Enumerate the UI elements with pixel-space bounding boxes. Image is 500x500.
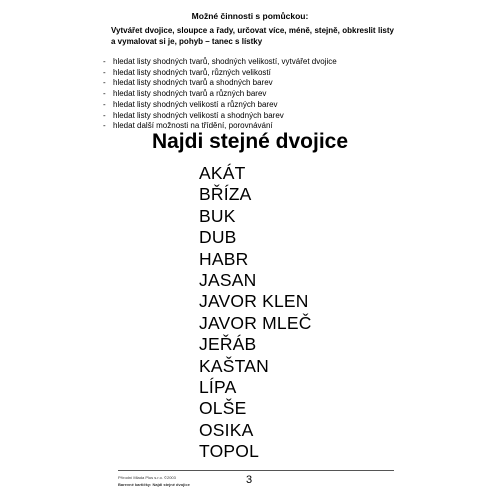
footer-publisher: Přírodní Mlada Plus s.r.o. ©2003 [118,475,176,480]
page-title: Najdi stejné dvojice [151,130,349,153]
tree-name: OSIKA [199,419,254,440]
tree-name: JAVOR MLEČ [199,312,312,333]
page-number: 3 [245,474,253,486]
tree-name: JAVOR KLEN [199,291,309,312]
tree-name: JEŘÁB [199,334,257,355]
tree-name: BUK [199,205,236,226]
tree-name-list [199,163,312,463]
footer-sheet-title: Barevné kartičky: Najdi stejné dvojice [118,482,190,487]
activity-item: - hledat listy shodných tvarů a různých barev [103,89,337,100]
activity-item: - hledat listy shodných tvarů, různých velikostí [103,68,337,79]
activity-item: - hledat listy shodných tvarů, shodných velikostí, vytvářet dvojice [103,57,337,68]
tree-name: JASAN [199,270,257,291]
activity-item: - hledat další možnosti na třídění, porovnávání [103,121,337,132]
tree-name: DUB [199,227,237,248]
tree-name: AKÁT [199,163,246,183]
activity-item: - hledat listy shodných velikostí a různých barev [103,100,337,111]
tree-name: BŘÍZA [199,184,252,205]
activity-item: - hledat listy shodných velikostí a shodných barev [103,111,337,122]
tree-name: OLŠE [199,398,247,419]
activity-item: - hledat listy shodných tvarů a shodných barev [103,78,337,89]
activities-heading: Možné činnosti s pomůckou: [191,11,309,21]
tree-name: TOPOL [199,441,260,462]
activities-intro: Vytvářet dvojice, sloupce a řady, určovat více, méně, stejně, obkreslit listy a vymalovat si je, pohyb – tanec s lístky [111,26,394,46]
tree-name: HABR [199,248,249,269]
footer-rule [118,470,394,471]
tree-name: KAŠTAN [199,355,269,376]
tree-name: LÍPA [199,377,237,398]
activity-list [103,57,337,132]
